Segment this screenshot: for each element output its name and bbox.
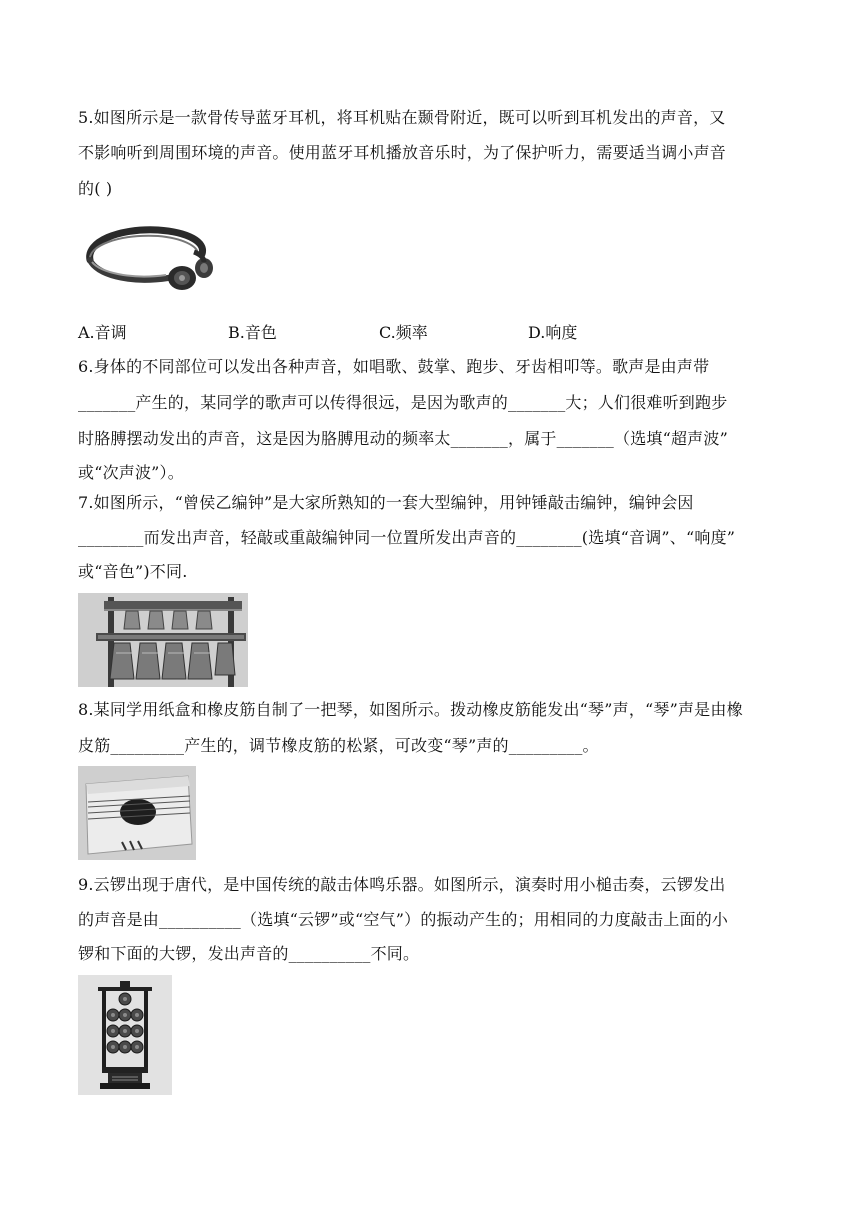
bianzhong-bells-image bbox=[78, 593, 248, 687]
q5-option-a[interactable]: A.音调 bbox=[78, 323, 127, 342]
q7-line-2: ________而发出声音，轻敲或重敲编钟同一位置所发出声音的________(选填“音调”、“响度” bbox=[78, 528, 736, 547]
q5-option-c[interactable]: C.频率 bbox=[379, 323, 428, 342]
paper-box-guitar-image bbox=[78, 766, 196, 860]
q6-line-2: _______产生的，某同学的歌声可以传得很远，是因为歌声的_______大；人们很难听到跑步 bbox=[78, 393, 728, 412]
q7-line-3: 或“音色”)不同. bbox=[78, 562, 188, 581]
q9-line-3: 锣和下面的大锣，发出声音的__________不同。 bbox=[78, 944, 420, 963]
q6-line-1: 6.身体的不同部位可以发出各种声音，如唱歌、鼓掌、跑步、牙齿相叩等。歌声是由声带 bbox=[78, 357, 710, 376]
q5-line-1: 5.如图所示是一款骨传导蓝牙耳机，将耳机贴在颞骨附近，既可以听到耳机发出的声音，又 bbox=[78, 108, 726, 127]
q9-line-1: 9.云锣出现于唐代，是中国传统的敲击体鸣乐器。如图所示，演奏时用小槌击奏，云锣发出 bbox=[78, 875, 726, 894]
q6-line-3: 时胳膊摆动发出的声音，这是因为胳膊甩动的频率太_______，属于_______（选填“超声波” bbox=[78, 429, 728, 448]
q8-line-1: 8.某同学用纸盒和橡皮筋自制了一把琴，如图所示。拨动橡皮筋能发出“琴”声，“琴”声是由橡 bbox=[78, 700, 743, 719]
q7-line-1: 7.如图所示，“曾侯乙编钟”是大家所熟知的一套大型编钟，用钟锤敲击编钟，编钟会因 bbox=[78, 493, 694, 512]
q5-option-b[interactable]: B.音色 bbox=[228, 323, 277, 342]
yunluo-gongs-image bbox=[78, 975, 172, 1095]
q9-line-2: 的声音是由__________（选填“云锣”或“空气”）的振动产生的；用相同的力度敲击上面的小 bbox=[78, 910, 729, 929]
bone-conduction-headphone-image bbox=[78, 222, 216, 306]
q6-line-4: 或“次声波”）。 bbox=[78, 463, 184, 482]
q5-line-3: 的( ) bbox=[78, 179, 113, 198]
q8-line-2: 皮筋_________产生的，调节橡皮筋的松紧，可改变“琴”声的_________。 bbox=[78, 736, 599, 755]
q5-option-d[interactable]: D.响度 bbox=[528, 323, 578, 342]
q5-line-2: 不影响听到周围环境的声音。使用蓝牙耳机播放音乐时，为了保护听力，需要适当调小声音 bbox=[78, 143, 727, 162]
